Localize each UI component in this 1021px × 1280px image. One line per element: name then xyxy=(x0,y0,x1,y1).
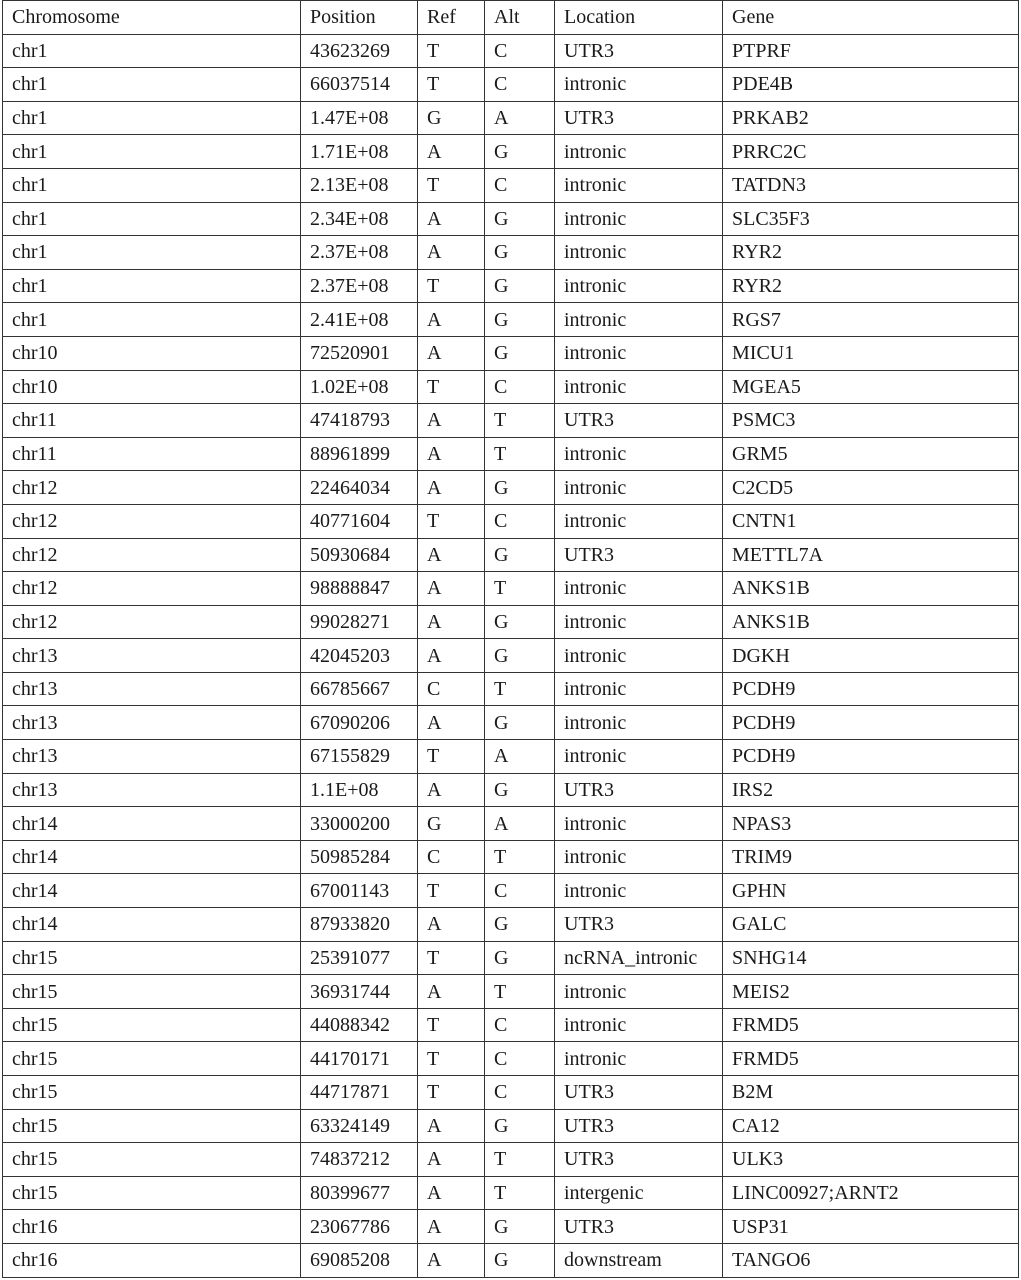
cell-gene: GALC xyxy=(723,908,1019,942)
cell-gene: RYR2 xyxy=(723,269,1019,303)
cell-position: 42045203 xyxy=(301,639,418,673)
table-row xyxy=(3,706,1019,740)
cell-alt: A xyxy=(485,807,555,841)
cell-alt: T xyxy=(485,672,555,706)
cell-ref: A xyxy=(418,706,485,740)
table-row xyxy=(3,471,1019,505)
cell-position: 88961899 xyxy=(301,437,418,471)
cell-alt: C xyxy=(485,1042,555,1076)
cell-location: UTR3 xyxy=(555,773,723,807)
cell-alt: G xyxy=(485,269,555,303)
table-row xyxy=(3,1243,1019,1277)
cell-location: intronic xyxy=(555,504,723,538)
table-row xyxy=(3,1109,1019,1143)
cell-position: 1.71E+08 xyxy=(301,135,418,169)
cell-gene: LINC00927;ARNT2 xyxy=(723,1176,1019,1210)
cell-alt: C xyxy=(485,874,555,908)
cell-ref: A xyxy=(418,538,485,572)
cell-ref: A xyxy=(418,773,485,807)
table-row xyxy=(3,639,1019,673)
cell-location: intergenic xyxy=(555,1176,723,1210)
cell-alt: A xyxy=(485,101,555,135)
cell-position: 33000200 xyxy=(301,807,418,841)
header-row xyxy=(3,1,1019,35)
cell-location: ncRNA_intronic xyxy=(555,941,723,975)
cell-location: intronic xyxy=(555,370,723,404)
cell-location: intronic xyxy=(555,706,723,740)
cell-position: 72520901 xyxy=(301,336,418,370)
cell-alt: G xyxy=(485,1243,555,1277)
cell-ref: A xyxy=(418,1176,485,1210)
cell-location: UTR3 xyxy=(555,908,723,942)
cell-position: 23067786 xyxy=(301,1210,418,1244)
cell-location: intronic xyxy=(555,840,723,874)
table-row xyxy=(3,68,1019,102)
cell-chromosome: chr12 xyxy=(3,605,301,639)
cell-location: intronic xyxy=(555,303,723,337)
cell-ref: A xyxy=(418,236,485,270)
table-row xyxy=(3,1008,1019,1042)
cell-ref: A xyxy=(418,975,485,1009)
cell-location: UTR3 xyxy=(555,1109,723,1143)
cell-alt: C xyxy=(485,1076,555,1110)
cell-position: 1.02E+08 xyxy=(301,370,418,404)
header-gene: Gene xyxy=(723,1,1019,35)
cell-chromosome: chr15 xyxy=(3,1109,301,1143)
cell-position: 98888847 xyxy=(301,572,418,606)
cell-ref: A xyxy=(418,1210,485,1244)
cell-gene: CNTN1 xyxy=(723,504,1019,538)
cell-chromosome: chr15 xyxy=(3,1176,301,1210)
table-row xyxy=(3,168,1019,202)
cell-gene: PSMC3 xyxy=(723,404,1019,438)
cell-ref: C xyxy=(418,672,485,706)
cell-location: UTR3 xyxy=(555,101,723,135)
table-row xyxy=(3,807,1019,841)
cell-position: 2.41E+08 xyxy=(301,303,418,337)
cell-location: UTR3 xyxy=(555,1143,723,1177)
cell-gene: SLC35F3 xyxy=(723,202,1019,236)
cell-position: 66037514 xyxy=(301,68,418,102)
cell-location: intronic xyxy=(555,236,723,270)
table-row xyxy=(3,404,1019,438)
table-row xyxy=(3,740,1019,774)
cell-chromosome: chr12 xyxy=(3,572,301,606)
cell-location: intronic xyxy=(555,471,723,505)
cell-location: intronic xyxy=(555,135,723,169)
table-row xyxy=(3,605,1019,639)
table-row xyxy=(3,1210,1019,1244)
cell-alt: G xyxy=(485,1109,555,1143)
table-row xyxy=(3,975,1019,1009)
header-position: Position xyxy=(301,1,418,35)
header-location: Location xyxy=(555,1,723,35)
cell-gene: FRMD5 xyxy=(723,1042,1019,1076)
table-row xyxy=(3,236,1019,270)
cell-ref: T xyxy=(418,1042,485,1076)
cell-ref: T xyxy=(418,68,485,102)
cell-alt: T xyxy=(485,572,555,606)
cell-gene: RYR2 xyxy=(723,236,1019,270)
cell-gene: DGKH xyxy=(723,639,1019,673)
table-row xyxy=(3,538,1019,572)
cell-gene: PRRC2C xyxy=(723,135,1019,169)
table-row xyxy=(3,269,1019,303)
cell-location: intronic xyxy=(555,437,723,471)
table-row xyxy=(3,303,1019,337)
cell-alt: T xyxy=(485,1143,555,1177)
cell-gene: PRKAB2 xyxy=(723,101,1019,135)
cell-alt: G xyxy=(485,605,555,639)
cell-ref: A xyxy=(418,404,485,438)
cell-location: intronic xyxy=(555,639,723,673)
cell-alt: G xyxy=(485,202,555,236)
cell-chromosome: chr12 xyxy=(3,471,301,505)
cell-ref: T xyxy=(418,1076,485,1110)
cell-ref: A xyxy=(418,135,485,169)
cell-gene: PCDH9 xyxy=(723,740,1019,774)
cell-position: 67155829 xyxy=(301,740,418,774)
cell-location: intronic xyxy=(555,269,723,303)
cell-location: UTR3 xyxy=(555,404,723,438)
cell-chromosome: chr11 xyxy=(3,437,301,471)
cell-gene: C2CD5 xyxy=(723,471,1019,505)
table-row xyxy=(3,34,1019,68)
cell-ref: A xyxy=(418,303,485,337)
cell-chromosome: chr10 xyxy=(3,336,301,370)
cell-ref: A xyxy=(418,572,485,606)
cell-chromosome: chr1 xyxy=(3,135,301,169)
cell-gene: MEIS2 xyxy=(723,975,1019,1009)
cell-ref: A xyxy=(418,639,485,673)
table-row xyxy=(3,941,1019,975)
cell-position: 40771604 xyxy=(301,504,418,538)
cell-alt: C xyxy=(485,68,555,102)
cell-gene: PDE4B xyxy=(723,68,1019,102)
cell-location: intronic xyxy=(555,740,723,774)
cell-ref: A xyxy=(418,471,485,505)
cell-position: 87933820 xyxy=(301,908,418,942)
cell-position: 25391077 xyxy=(301,941,418,975)
cell-ref: A xyxy=(418,1109,485,1143)
cell-gene: MGEA5 xyxy=(723,370,1019,404)
cell-gene: RGS7 xyxy=(723,303,1019,337)
table-row xyxy=(3,908,1019,942)
cell-location: UTR3 xyxy=(555,1076,723,1110)
cell-alt: T xyxy=(485,840,555,874)
table-row xyxy=(3,370,1019,404)
cell-ref: T xyxy=(418,370,485,404)
cell-chromosome: chr1 xyxy=(3,68,301,102)
cell-gene: TANGO6 xyxy=(723,1243,1019,1277)
cell-alt: G xyxy=(485,639,555,673)
cell-alt: G xyxy=(485,1210,555,1244)
table-row xyxy=(3,1042,1019,1076)
cell-ref: T xyxy=(418,269,485,303)
cell-gene: SNHG14 xyxy=(723,941,1019,975)
cell-chromosome: chr1 xyxy=(3,202,301,236)
cell-position: 67001143 xyxy=(301,874,418,908)
cell-position: 67090206 xyxy=(301,706,418,740)
header-ref: Ref xyxy=(418,1,485,35)
cell-gene: ULK3 xyxy=(723,1143,1019,1177)
table-row xyxy=(3,840,1019,874)
cell-ref: G xyxy=(418,807,485,841)
cell-gene: METTL7A xyxy=(723,538,1019,572)
table-row xyxy=(3,773,1019,807)
cell-location: intronic xyxy=(555,1008,723,1042)
table-row xyxy=(3,135,1019,169)
table-row xyxy=(3,336,1019,370)
cell-position: 2.37E+08 xyxy=(301,236,418,270)
cell-alt: G xyxy=(485,941,555,975)
cell-chromosome: chr12 xyxy=(3,504,301,538)
cell-location: intronic xyxy=(555,68,723,102)
cell-alt: G xyxy=(485,135,555,169)
cell-alt: C xyxy=(485,1008,555,1042)
cell-location: downstream xyxy=(555,1243,723,1277)
table-row xyxy=(3,1176,1019,1210)
header-chromosome: Chromosome xyxy=(3,1,301,35)
cell-chromosome: chr1 xyxy=(3,269,301,303)
cell-ref: T xyxy=(418,168,485,202)
cell-chromosome: chr15 xyxy=(3,1076,301,1110)
cell-ref: T xyxy=(418,1008,485,1042)
cell-location: intronic xyxy=(555,807,723,841)
cell-chromosome: chr1 xyxy=(3,303,301,337)
cell-location: intronic xyxy=(555,874,723,908)
cell-gene: CA12 xyxy=(723,1109,1019,1143)
table-row xyxy=(3,874,1019,908)
cell-position: 74837212 xyxy=(301,1143,418,1177)
cell-alt: G xyxy=(485,908,555,942)
cell-ref: T xyxy=(418,504,485,538)
cell-location: UTR3 xyxy=(555,1210,723,1244)
cell-chromosome: chr13 xyxy=(3,706,301,740)
cell-location: intronic xyxy=(555,975,723,1009)
cell-position: 44717871 xyxy=(301,1076,418,1110)
cell-location: intronic xyxy=(555,168,723,202)
cell-alt: C xyxy=(485,504,555,538)
cell-gene: FRMD5 xyxy=(723,1008,1019,1042)
cell-location: UTR3 xyxy=(555,538,723,572)
table-body xyxy=(3,34,1019,1277)
cell-ref: T xyxy=(418,874,485,908)
cell-chromosome: chr14 xyxy=(3,807,301,841)
cell-position: 44088342 xyxy=(301,1008,418,1042)
cell-chromosome: chr15 xyxy=(3,975,301,1009)
cell-ref: T xyxy=(418,941,485,975)
cell-position: 36931744 xyxy=(301,975,418,1009)
cell-position: 1.1E+08 xyxy=(301,773,418,807)
cell-chromosome: chr15 xyxy=(3,1042,301,1076)
cell-alt: G xyxy=(485,538,555,572)
cell-alt: C xyxy=(485,34,555,68)
variant-table xyxy=(2,0,1019,1278)
cell-position: 44170171 xyxy=(301,1042,418,1076)
cell-alt: G xyxy=(485,471,555,505)
cell-ref: T xyxy=(418,740,485,774)
cell-alt: G xyxy=(485,336,555,370)
cell-gene: ANKS1B xyxy=(723,605,1019,639)
cell-ref: A xyxy=(418,336,485,370)
cell-position: 50985284 xyxy=(301,840,418,874)
cell-gene: GPHN xyxy=(723,874,1019,908)
cell-chromosome: chr11 xyxy=(3,404,301,438)
cell-ref: C xyxy=(418,840,485,874)
cell-location: intronic xyxy=(555,202,723,236)
cell-location: intronic xyxy=(555,572,723,606)
cell-gene: NPAS3 xyxy=(723,807,1019,841)
cell-chromosome: chr15 xyxy=(3,941,301,975)
cell-chromosome: chr10 xyxy=(3,370,301,404)
header-alt: Alt xyxy=(485,1,555,35)
cell-gene: PTPRF xyxy=(723,34,1019,68)
cell-alt: T xyxy=(485,404,555,438)
cell-position: 66785667 xyxy=(301,672,418,706)
cell-alt: G xyxy=(485,773,555,807)
cell-alt: T xyxy=(485,437,555,471)
cell-position: 69085208 xyxy=(301,1243,418,1277)
table-row xyxy=(3,1076,1019,1110)
cell-gene: USP31 xyxy=(723,1210,1019,1244)
cell-chromosome: chr14 xyxy=(3,840,301,874)
cell-alt: G xyxy=(485,236,555,270)
cell-position: 99028271 xyxy=(301,605,418,639)
cell-position: 43623269 xyxy=(301,34,418,68)
cell-chromosome: chr15 xyxy=(3,1143,301,1177)
cell-location: intronic xyxy=(555,605,723,639)
cell-ref: A xyxy=(418,437,485,471)
cell-chromosome: chr14 xyxy=(3,908,301,942)
cell-gene: MICU1 xyxy=(723,336,1019,370)
cell-chromosome: chr1 xyxy=(3,34,301,68)
table-row xyxy=(3,101,1019,135)
cell-gene: GRM5 xyxy=(723,437,1019,471)
cell-alt: C xyxy=(485,370,555,404)
cell-position: 22464034 xyxy=(301,471,418,505)
cell-location: intronic xyxy=(555,1042,723,1076)
cell-position: 2.37E+08 xyxy=(301,269,418,303)
cell-chromosome: chr14 xyxy=(3,874,301,908)
cell-position: 47418793 xyxy=(301,404,418,438)
table-row xyxy=(3,202,1019,236)
cell-chromosome: chr13 xyxy=(3,672,301,706)
cell-chromosome: chr13 xyxy=(3,639,301,673)
cell-position: 2.34E+08 xyxy=(301,202,418,236)
cell-chromosome: chr1 xyxy=(3,236,301,270)
table-row xyxy=(3,437,1019,471)
cell-location: intronic xyxy=(555,672,723,706)
cell-chromosome: chr12 xyxy=(3,538,301,572)
cell-alt: T xyxy=(485,975,555,1009)
cell-chromosome: chr15 xyxy=(3,1008,301,1042)
cell-location: UTR3 xyxy=(555,34,723,68)
cell-alt: G xyxy=(485,706,555,740)
cell-alt: A xyxy=(485,740,555,774)
cell-gene: TRIM9 xyxy=(723,840,1019,874)
cell-gene: ANKS1B xyxy=(723,572,1019,606)
cell-chromosome: chr1 xyxy=(3,168,301,202)
cell-gene: PCDH9 xyxy=(723,706,1019,740)
cell-ref: A xyxy=(418,202,485,236)
table-row xyxy=(3,672,1019,706)
table-row xyxy=(3,572,1019,606)
cell-ref: A xyxy=(418,1143,485,1177)
cell-ref: A xyxy=(418,605,485,639)
cell-chromosome: chr16 xyxy=(3,1210,301,1244)
cell-chromosome: chr13 xyxy=(3,773,301,807)
cell-position: 63324149 xyxy=(301,1109,418,1143)
cell-ref: A xyxy=(418,908,485,942)
cell-gene: PCDH9 xyxy=(723,672,1019,706)
cell-ref: A xyxy=(418,1243,485,1277)
cell-position: 1.47E+08 xyxy=(301,101,418,135)
table-row xyxy=(3,504,1019,538)
cell-alt: G xyxy=(485,303,555,337)
cell-position: 2.13E+08 xyxy=(301,168,418,202)
cell-position: 50930684 xyxy=(301,538,418,572)
cell-alt: T xyxy=(485,1176,555,1210)
cell-chromosome: chr13 xyxy=(3,740,301,774)
cell-chromosome: chr1 xyxy=(3,101,301,135)
cell-chromosome: chr16 xyxy=(3,1243,301,1277)
cell-gene: IRS2 xyxy=(723,773,1019,807)
cell-ref: G xyxy=(418,101,485,135)
cell-gene: TATDN3 xyxy=(723,168,1019,202)
table-row xyxy=(3,1143,1019,1177)
cell-position: 80399677 xyxy=(301,1176,418,1210)
cell-ref: T xyxy=(418,34,485,68)
cell-gene: B2M xyxy=(723,1076,1019,1110)
cell-alt: C xyxy=(485,168,555,202)
cell-location: intronic xyxy=(555,336,723,370)
